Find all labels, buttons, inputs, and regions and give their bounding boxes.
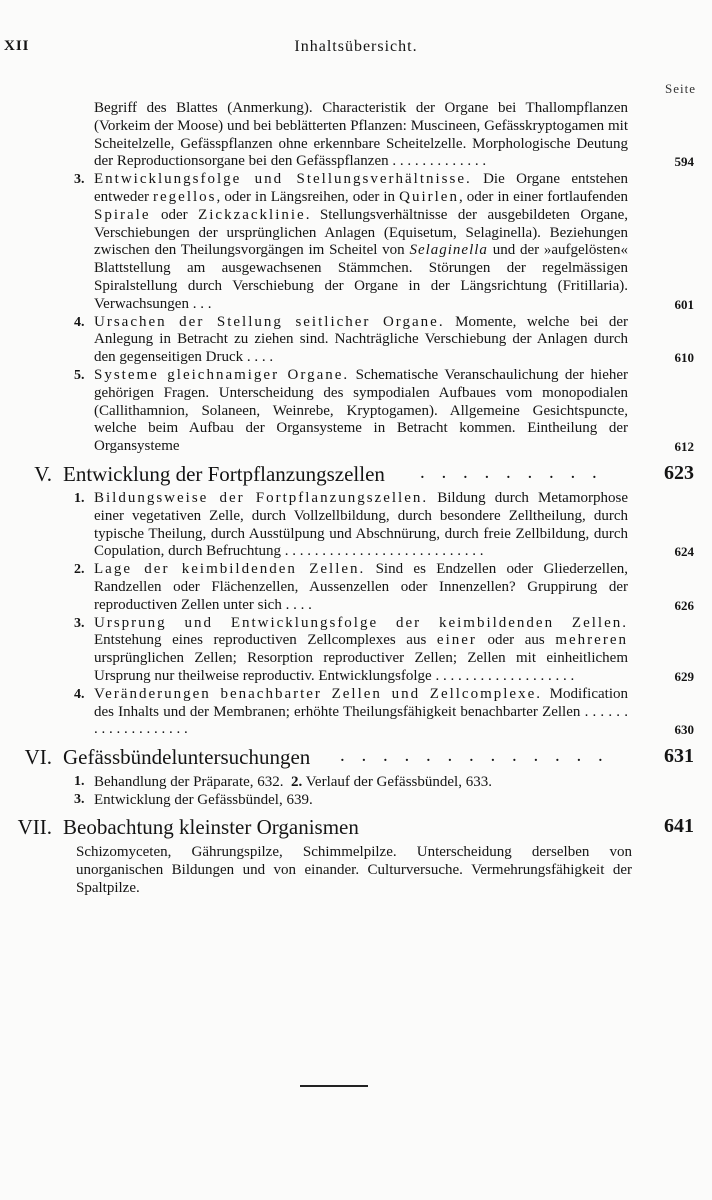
entry-page: 610 [674, 349, 694, 365]
toc-entry-v-1 [0, 490, 712, 561]
chapter-heading-vii [0, 813, 712, 843]
toc-subentry-vi-3 [0, 791, 712, 809]
chapter-title: Gefässbündeluntersuchungen [63, 745, 311, 770]
entry-text: Entwicklungsfolge und Stellungsverhältnisse. Die Organe entstehen entweder regellos, oder in Längsreihen, oder in Quirlen, oder in einer fortlaufenden Spirale oder Zickzacklinie. Stellungsverhältnisse der ausgebildeten Organe, Verschiebungen der ursprünglichen Anlagen (Equisetum, Selaginella). Beziehungen zwischen den Theilungsvorgängen im Scheitel von Selaginella und der »aufgelösten« Blattstellung am ausgewachsenen Stämmchen. Störungen der regelmässigen Spiralstellung durch Verschiebung der Organe in der Längsrichtung (Fritillaria). Verwachsungen . . . [94, 171, 629, 312]
toc-entry-v-4 [0, 686, 712, 739]
entry-number: 2. [74, 562, 85, 578]
entry-number: 3. [74, 172, 85, 188]
chapter-leader-dots: . . . . . . . . . . . . . [340, 745, 609, 767]
entry-number: 4. [74, 686, 85, 702]
chapter-roman: V. [34, 461, 52, 486]
subentry-text: Behandlung der Präparate, 632. 2. Verlauf der Gefässbündel, 633. [94, 774, 492, 791]
chapter-page: 641 [664, 815, 694, 838]
entry-number: 1. [74, 490, 85, 506]
seite-label: Seite [665, 81, 696, 96]
running-title: Inhaltsübersicht. [294, 38, 418, 55]
entry-page: 626 [674, 597, 694, 613]
entry-number: 3. [74, 615, 85, 631]
chapter-page: 623 [664, 461, 694, 484]
entry-text: Ursachen der Stellung seitlicher Organe. Momente, welche bei der Anlegung in Betracht zu ziehen sind. Nachträgliche Verschiebung der Anlagen durch den gegenseitigen Druck . . . . [94, 313, 628, 366]
entry-number: 4. [74, 314, 85, 330]
entry-page: 612 [674, 438, 694, 454]
toc-subentry-vi-1 [0, 773, 712, 791]
chapter-heading-v [0, 460, 712, 490]
chapter-leader-dots: . . . . . . . . . [420, 461, 603, 483]
entry-page: 629 [674, 668, 694, 684]
toc-entry-4 [0, 314, 712, 367]
entry-text: Ursprung und Entwicklungsfolge der keimbildenden Zellen. Entstehung eines reproductiven Zellcomplexes aus einer oder aus mehreren ursprünglichen Zellen; Resorption reproductiver Zellen; Zellen mit einheitlichem Ursprung nur theilweise reproductiv. Entwicklungsfolge . . . . . . . . . . . . . . . . . . . [94, 614, 628, 684]
entry-text: Begriff des Blattes (Anmerkung). Characteristik der Organe bei Thallompflanzen (Vorkeim der Moose) und bei beblätterten Pflanzen: Muscineen, Gefässkryptogamen mit Scheitelzelle, Gefässpflanzen ohne erkennbare Scheitelzelle. Morphologische Deutung der Reproductionsorgane bei den Gefässpflanzen . . . . . . . . . . . . . [94, 100, 628, 170]
chapter-page: 631 [664, 745, 694, 768]
page-number: XII [4, 38, 30, 54]
entry-text: Bildungsweise der Fortpflanzungszellen. Bildung durch Metamorphose einer vegetativen Zelle, durch Vollzellbildung, durch besondere Zelltheilung, durch typische Theilung, durch Ausstülpung und Abschnürung, durch freie Zellbildung, durch Copulation, durch Befruchtung . . . . . . . . . . . . . . . . . . . . . . . . . . . [94, 489, 628, 560]
entry-page: 624 [674, 544, 694, 560]
subentry-text: Entwicklung der Gefässbündel, 639. [94, 792, 313, 809]
toc-entry-5 [0, 367, 712, 456]
entry-text: Systeme gleichnamiger Organe. Schematische Veranschaulichung der hieher gehörigen Fragen. Unterscheidung des sympodialen Aufbaues vom monopodialen (Callithamnion, Solaneen, Weinrebe, Kryptogamen). Allgemeine Gesichtspuncte, welche beim Aufbau der Organsysteme in Betracht kommen. Eintheilung der Organsysteme [94, 366, 628, 455]
chapter-roman: VI. [24, 745, 52, 770]
chapter-title: Beobachtung kleinster Organismen [63, 815, 359, 840]
chapter-title: Entwicklung der Fortpflanzungszellen [63, 461, 385, 486]
subentry-number: 1. [74, 774, 85, 790]
page-header [0, 38, 712, 64]
entry-text: Lage der keimbildenden Zellen. Sind es Endzellen oder Gliederzellen, Randzellen oder Flächenzellen, Aussenzellen oder Innenzellen? Gruppirung der reproductiven Zellen unter sich . . . . [94, 561, 628, 613]
subentry-number: 3. [74, 792, 85, 808]
toc-content [0, 100, 712, 897]
toc-entry-v-3 [0, 615, 712, 686]
entry-page: 630 [674, 722, 694, 738]
entry-number: 5. [74, 367, 85, 383]
toc-entry-intro [0, 100, 712, 171]
entry-page: 601 [674, 296, 694, 312]
closing-rule [300, 1085, 368, 1087]
chapter-heading-vi [0, 743, 712, 773]
entry-page: 594 [674, 154, 694, 170]
entry-text: Veränderungen benachbarter Zellen und Zellcomplexe. Modification des Inhalts und der Membranen; erhöhte Theilungsfähigkeit benachbarter Zellen . . . . . . . . . . . . . . . . . . . [94, 685, 628, 738]
toc-entry-v-2 [0, 561, 712, 614]
chapter-roman: VII. [17, 815, 52, 840]
chapter-vii-summary: Schizomyceten, Gährungspilze, Schimmelpilze. Unterscheidung derselben von unorganischen Bildungen und von einander. Culturversuche. Vermehrungsfähigkeit der Spaltpilze. [76, 844, 632, 897]
toc-entry-3 [0, 171, 712, 313]
